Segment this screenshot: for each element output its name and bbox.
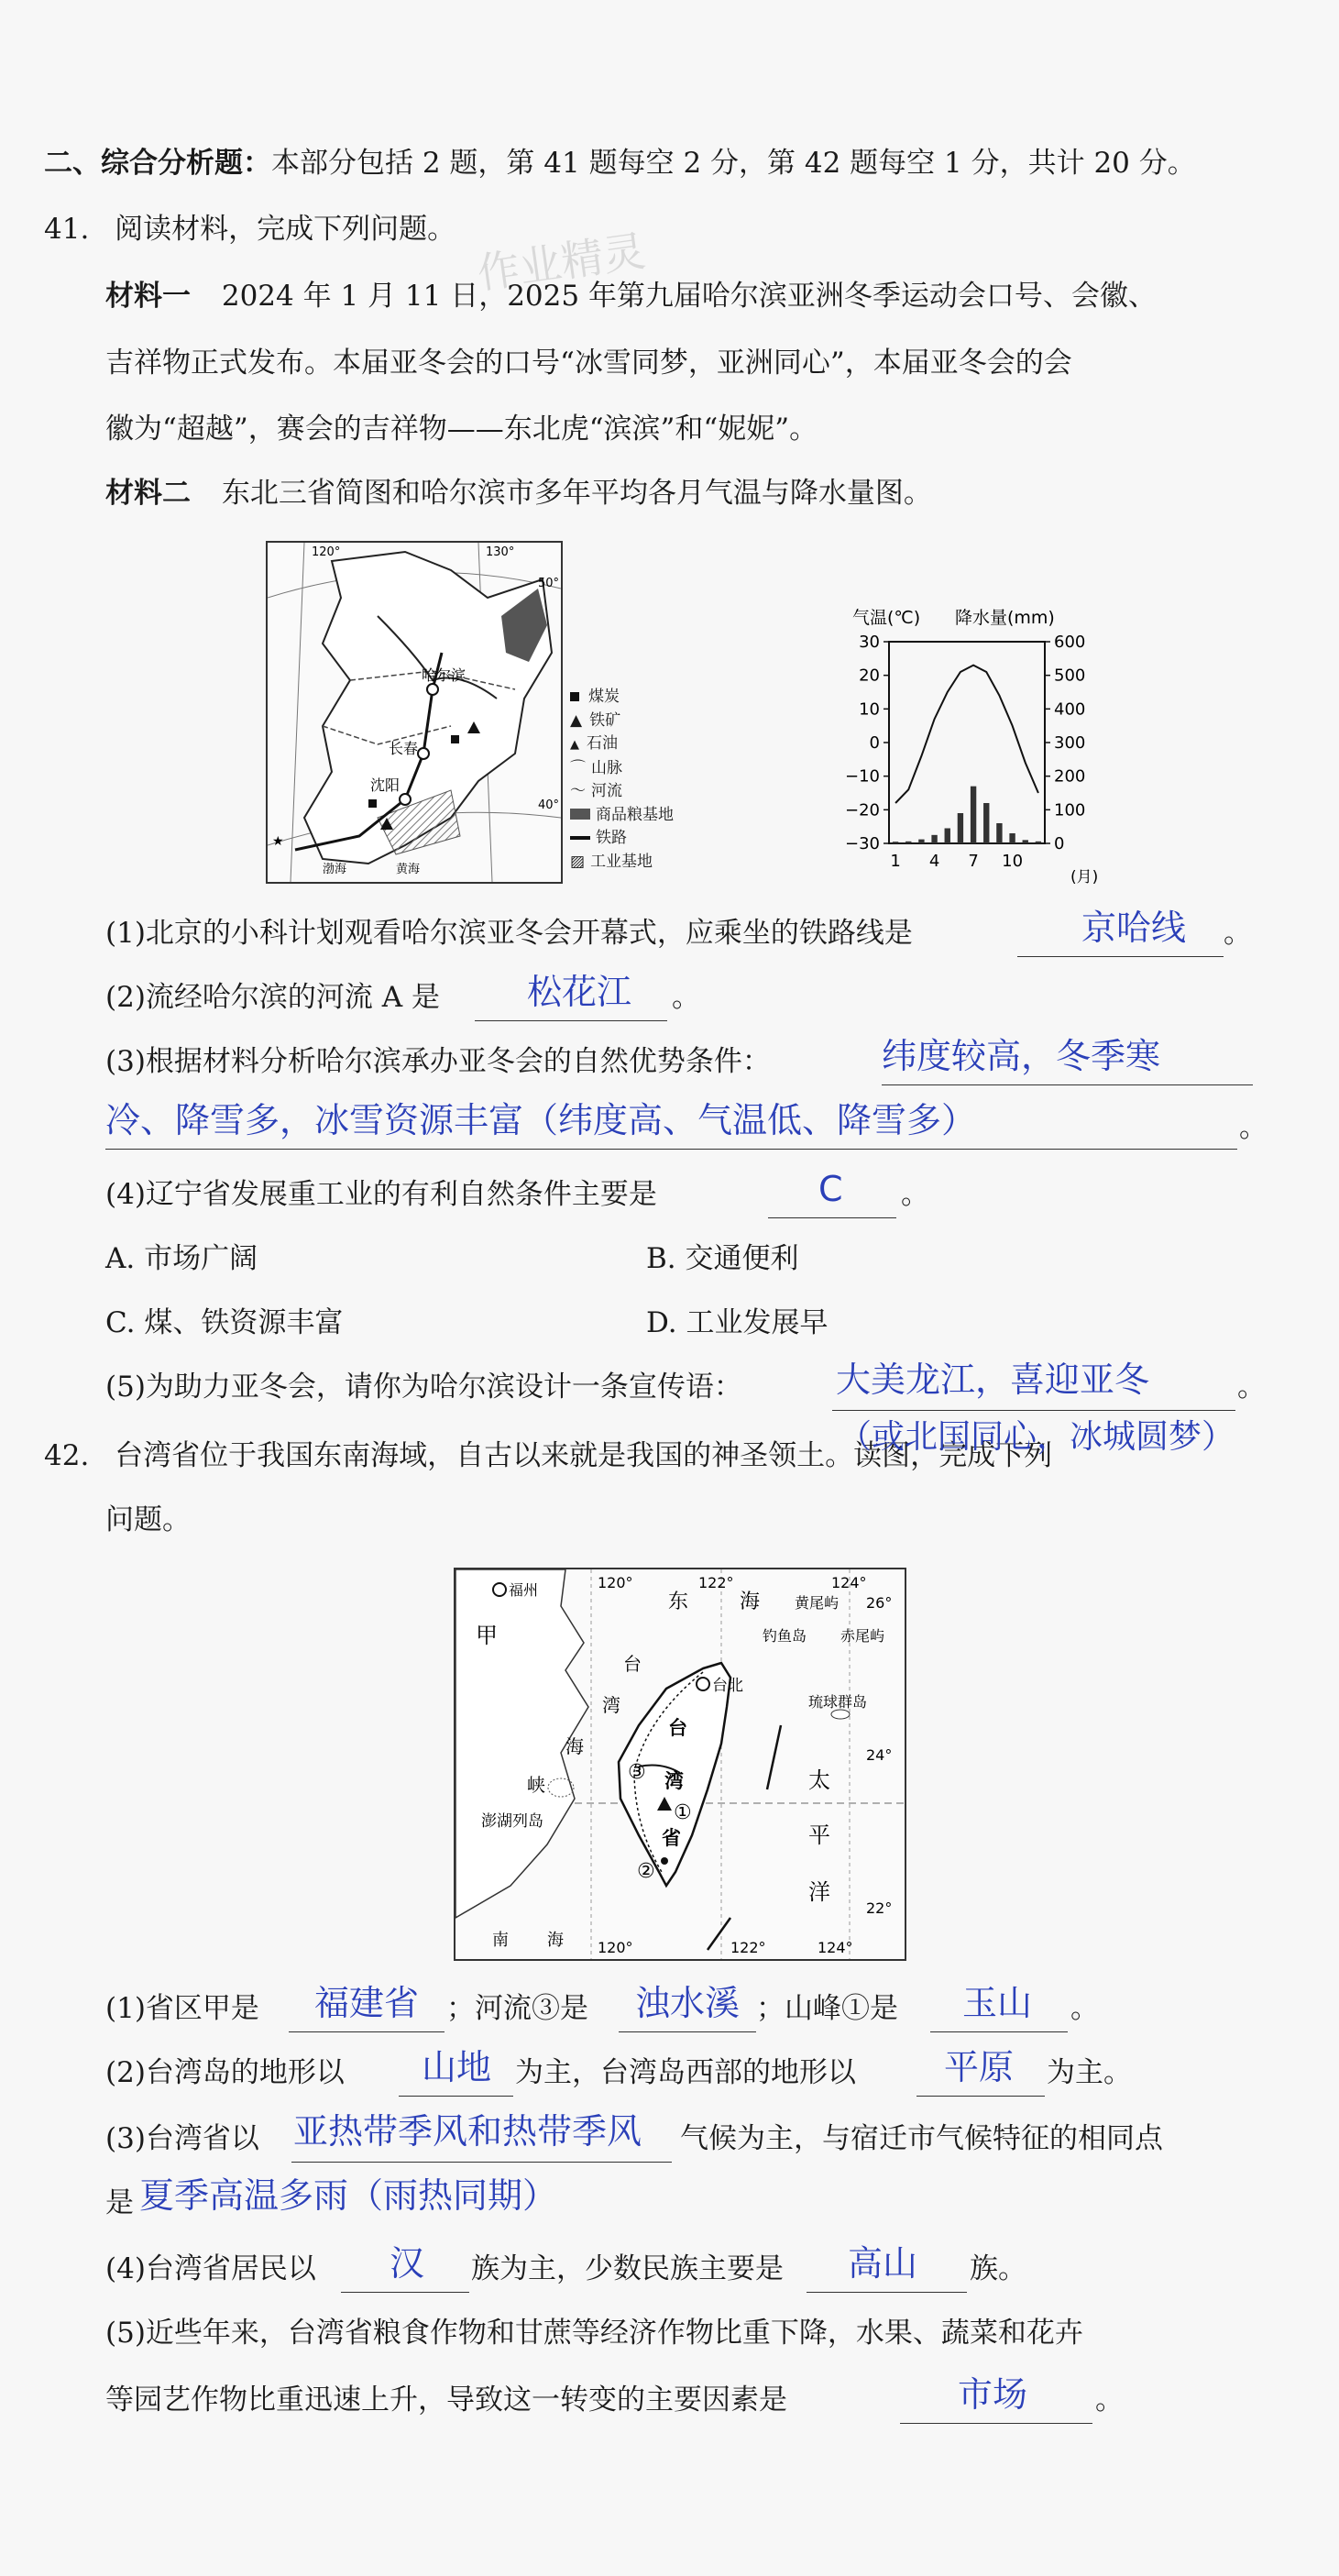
q42-p1-blank1[interactable] [289,2031,445,2032]
label-chiwei: 赤尾屿 [840,1627,885,1645]
label-130: 130° [486,545,515,559]
q42-p5-answer: 市场 [958,2374,1028,2415]
label-124-top: 124° [831,1574,867,1591]
q42-p4-answer2: 高山 [848,2243,918,2284]
q42-p3-part-b: 气候为主，与宿迁市气候特征的相同点 [680,2122,1163,2155]
label-penghu: 澎湖列岛 [481,1812,543,1831]
q41-p5-answer-line1: 大美龙江，喜迎亚冬 [836,1360,1150,1400]
precip-bar [1009,833,1015,843]
watermark: 作业精灵 [474,226,649,299]
q42-p3-answer1: 亚热带季风和热带季风 [293,2111,642,2152]
q41-material1-line2: 吉祥物正式发布。本届亚冬会的口号“冰雪同梦，亚洲同心”，本届亚冬会的会 [105,347,1072,380]
label-strait-2: 湾 [602,1694,620,1716]
left-tick-label: 30 [859,633,880,652]
precip-bar [971,787,976,843]
q41-p3-blank2[interactable] [105,1149,1237,1150]
x-tick-label: 7 [968,852,979,871]
q42-p1-answer3: 玉山 [962,1983,1033,2023]
q42-p1-blank3[interactable] [930,2031,1068,2032]
q42-p1-part-c: ；山峰①是 [756,1992,898,2025]
section-desc: 本部分包括 2 题，第 41 题每空 2 分，第 42 题每空 1 分，共计 20 分。 [271,147,1196,180]
chart-frame [889,642,1045,843]
right-tick-label: 300 [1054,733,1086,753]
precip-bar [945,829,950,844]
legend-grain: 商品粮基地 [570,804,735,828]
label-fuzhou: 福州 [509,1581,539,1599]
q41-p1-period: 。 [1224,917,1252,950]
precip-bar [893,842,898,843]
climate-chart [825,596,1127,889]
q42-p2-blank2[interactable] [916,2096,1045,2097]
q41-p3: (3)根据材料分析哈尔滨承办亚冬会的自然优势条件： [105,1045,771,1078]
precip-bar [1023,840,1028,843]
q41-material2 [105,477,932,511]
label-taibei: 台北 [712,1677,743,1695]
q42-p2-answer1: 山地 [422,2047,492,2087]
q42-p1-blank2[interactable] [619,2031,756,2032]
q41-p5-answer-line2: （或北国同心，冰城圆梦） [839,1418,1235,1456]
legend-industry: ▨ 工业基地 [570,852,653,871]
label-40: 40° [538,798,560,812]
q42-p1-part-b: ；河流③是 [446,1992,588,2025]
q42-p1-answer2: 浊水溪 [635,1983,741,2023]
northeast-map [266,541,563,884]
q42-p3-part-c: 是 [105,2186,134,2219]
label-22: 22° [866,1899,893,1917]
q42-p4-answer1: 汉 [390,2243,425,2284]
ryukyu-island [831,1710,850,1719]
harbin-marker [427,684,438,695]
northeast-map-svg [268,543,561,882]
q42-p2-answer2: 平原 [944,2047,1015,2087]
taibei-marker [697,1678,709,1690]
label-nanhai-1: 南 [492,1931,509,1950]
material2-text: 东北三省简图和哈尔滨市多年平均各月气温与降水量图。 [221,477,932,510]
label-strait-1: 台 [623,1653,642,1675]
map-legend [570,686,735,874]
legend-iron: ▲ 铁矿 [570,710,621,730]
precip-bar [958,813,963,843]
q41-p2-answer: 松花江 [527,972,632,1012]
chart-xlabel: (月) [1070,868,1099,886]
legend-coal: 煤炭 [570,686,735,710]
q41-p2-blank[interactable] [475,1020,667,1021]
taiwan-map [454,1568,906,1961]
q41-p4-answer: C [818,1169,843,1209]
q42-p2-part-b: 为主，台湾岛西部的地形以 [515,2056,856,2089]
q42-p1-period: 。 [1070,1992,1099,2025]
q41-option-a: A. 市场广阔 [105,1242,258,1275]
precip-bar [1036,842,1041,843]
label-50: 50° [538,577,560,590]
q41-material1-line3: 徽为“超越”，赛会的吉祥物——东北虎“滨滨”和“妮妮”。 [105,413,818,446]
label-changchun: 长春 [389,740,419,757]
right-tick-label: 0 [1054,834,1065,853]
temperature-line [895,666,1038,803]
legend-mountain: ⌒ 山脉 [570,758,622,777]
label-diaoyu: 钓鱼岛 [763,1627,807,1645]
q42-intro-1: 台湾省位于我国东南海域，自古以来就是我国的神圣领土。读图，完成下列 [115,1439,1053,1472]
q41-option-b: B. 交通便利 [646,1242,799,1275]
left-tick-label: −10 [845,766,880,787]
x-tick-label: 4 [928,852,940,871]
q42-p4-blank1[interactable] [341,2292,469,2293]
label-bohai: 渤海 [323,863,347,876]
q41-p1: (1)北京的小科计划观看哈尔滨亚冬会开幕式，应乘坐的铁路线是 [105,917,913,950]
q41-p3-answer-line1: 纬度较高，冬季寒 [882,1036,1161,1076]
right-tick-label: 400 [1054,699,1086,720]
q41-p3-answer-line2: 冷、降雪多，冰雪资源丰富（纬度高、气温低、降雪多） [105,1100,977,1140]
left-tick-label: −20 [845,800,880,820]
q42-number: 42. [44,1439,90,1472]
label-huanghai: 黄海 [396,863,421,876]
label-124-bottom: 124° [818,1939,853,1956]
label-dong: 东 [668,1591,689,1613]
x-tick-label: 1 [890,852,901,871]
fuzhou-marker [493,1583,506,1596]
q41-p3-period: 。 [1239,1111,1268,1144]
q42-p4-part-a: (4)台湾省居民以 [105,2252,316,2285]
q41-p5-period: 。 [1237,1371,1266,1404]
label-pacific-2: 平 [808,1822,830,1848]
section-title: 二、综合分析题： [44,147,271,180]
q42-p2-blank1[interactable] [399,2096,513,2097]
south-line [708,1918,730,1950]
label-province-1: 台 [668,1717,687,1739]
q41-option-c: C. 煤、铁资源丰富 [105,1306,344,1339]
q42-p4-part-c: 族。 [970,2252,1026,2285]
chart-ylabel-left: 气温(℃) [852,608,921,628]
precip-bar [905,842,911,843]
east-line [767,1725,781,1789]
marker-1: ① [674,1801,692,1824]
marker-3: ③ [628,1761,646,1784]
q41-option-d: D. 工业发展早 [646,1306,829,1339]
q41-p4: (4)辽宁省发展重工业的有利自然条件主要是 [105,1178,657,1211]
chart-layer [845,633,1085,871]
right-tick-label: 500 [1054,666,1086,686]
legend-railway: 铁路 [570,827,735,851]
q42-p2-part-a: (2)台湾岛的地形以 [105,2056,345,2089]
label-strait-4: 峡 [527,1774,545,1796]
shenyang-marker [400,794,411,805]
q42-p1-answer1: 福建省 [314,1983,420,2023]
legend-river: 〜 河流 [570,782,622,800]
q41-p1-answer: 京哈线 [1081,908,1187,948]
label-pacific-1: 太 [808,1767,830,1793]
label-harbin: 哈尔滨 [422,666,466,684]
x-tick-label: 10 [1002,852,1024,871]
coal-marker [368,799,377,808]
q42-p3-answer2: 夏季高温多雨（雨热同期） [139,2175,558,2216]
label-26: 26° [866,1594,893,1612]
label-24: 24° [866,1746,893,1764]
q42-p1-part-a: (1)省区甲是 [105,1992,259,2025]
left-tick-label: 10 [859,699,880,720]
left-tick-label: 20 [859,666,880,686]
label-pacific-3: 洋 [808,1879,830,1905]
q41-p3-blank1[interactable] [882,1084,1253,1085]
left-tick-label: −30 [845,834,880,853]
section-header [44,147,1196,181]
marker-2: ② [637,1860,655,1883]
precip-bar [983,803,989,843]
label-120-top: 120° [598,1574,633,1591]
label-120: 120° [312,545,341,559]
material2-label: 材料二 [105,477,191,510]
label-nanhai-2: 海 [547,1931,564,1950]
q41-p2-period: 。 [672,981,700,1014]
q41-p2: (2)流经哈尔滨的河流 A 是 [105,981,441,1014]
q41-intro: 阅读材料，完成下列问题。 [115,213,456,246]
material1-label: 材料一 [105,280,191,313]
label-ryukyu: 琉球群岛 [808,1693,868,1711]
q41-p4-period: 。 [901,1178,929,1211]
right-tick-label: 600 [1054,633,1086,652]
q42-p5-line2: 等园艺作物比重迅速上升，导致这一转变的主要因素是 [105,2383,787,2416]
taiwan-map-svg [455,1569,905,1959]
right-tick-label: 100 [1054,800,1086,820]
q42-p4-blank2[interactable] [807,2292,967,2293]
label-province-3: 省 [662,1827,681,1849]
changchun-marker [418,748,429,759]
label-huangwei: 黄尾屿 [795,1594,840,1612]
chart-ylabel-right: 降水量(mm) [955,608,1055,628]
q42-p5-blank[interactable] [900,2423,1092,2424]
q41-material1-line1 [105,280,1157,314]
label-shenyang: 沈阳 [370,776,401,794]
q42-p5-line1: (5)近些年来，台湾省粮食作物和甘蔗等经济作物比重下降，水果、蔬菜和花卉 [105,2317,1083,2350]
q42-p2-part-c: 为主。 [1047,2056,1132,2089]
material1-text-1: 2024 年 1 月 11 日，2025 年第九届哈尔滨亚洲冬季运动会口号、会徽、 [221,280,1157,313]
label-122-top: 122° [698,1574,734,1591]
q41-header [44,213,455,247]
precip-bar [918,840,924,843]
q42-p3-part-a: (3)台湾省以 [105,2122,259,2155]
q42-p5-period: 。 [1095,2383,1124,2416]
legend-oil: ▲ 石油 [570,734,618,753]
q41-number: 41. [44,213,90,246]
label-strait-3: 海 [565,1735,584,1757]
q41-p5-blank[interactable] [832,1410,1235,1411]
precip-bar [996,823,1002,843]
label-jia: 甲 [476,1623,498,1648]
label-120-bottom: 120° [598,1939,633,1956]
q41-p5: (5)为助力亚冬会，请你为哈尔滨设计一条宣传语： [105,1371,742,1404]
q42-p4-part-b: 族为主，少数民族主要是 [471,2252,784,2285]
q42-intro-line2: 问题。 [105,1503,191,1536]
star-marker: ★ [272,834,284,849]
right-tick-label: 200 [1054,766,1086,787]
city-2-marker [661,1857,668,1865]
label-donghai-hai: 海 [740,1591,761,1613]
climate-chart-svg [825,596,1127,889]
precip-bar [931,835,937,843]
q41-p1-blank[interactable] [1017,956,1224,957]
meridian-120 [291,543,304,882]
q42-p3-blank1[interactable] [291,2162,672,2163]
left-tick-label: 0 [869,733,880,753]
label-province-2: 湾 [664,1770,684,1792]
label-122-bottom: 122° [730,1939,766,1956]
coal-marker [451,735,459,743]
q41-p4-blank[interactable] [768,1217,896,1218]
